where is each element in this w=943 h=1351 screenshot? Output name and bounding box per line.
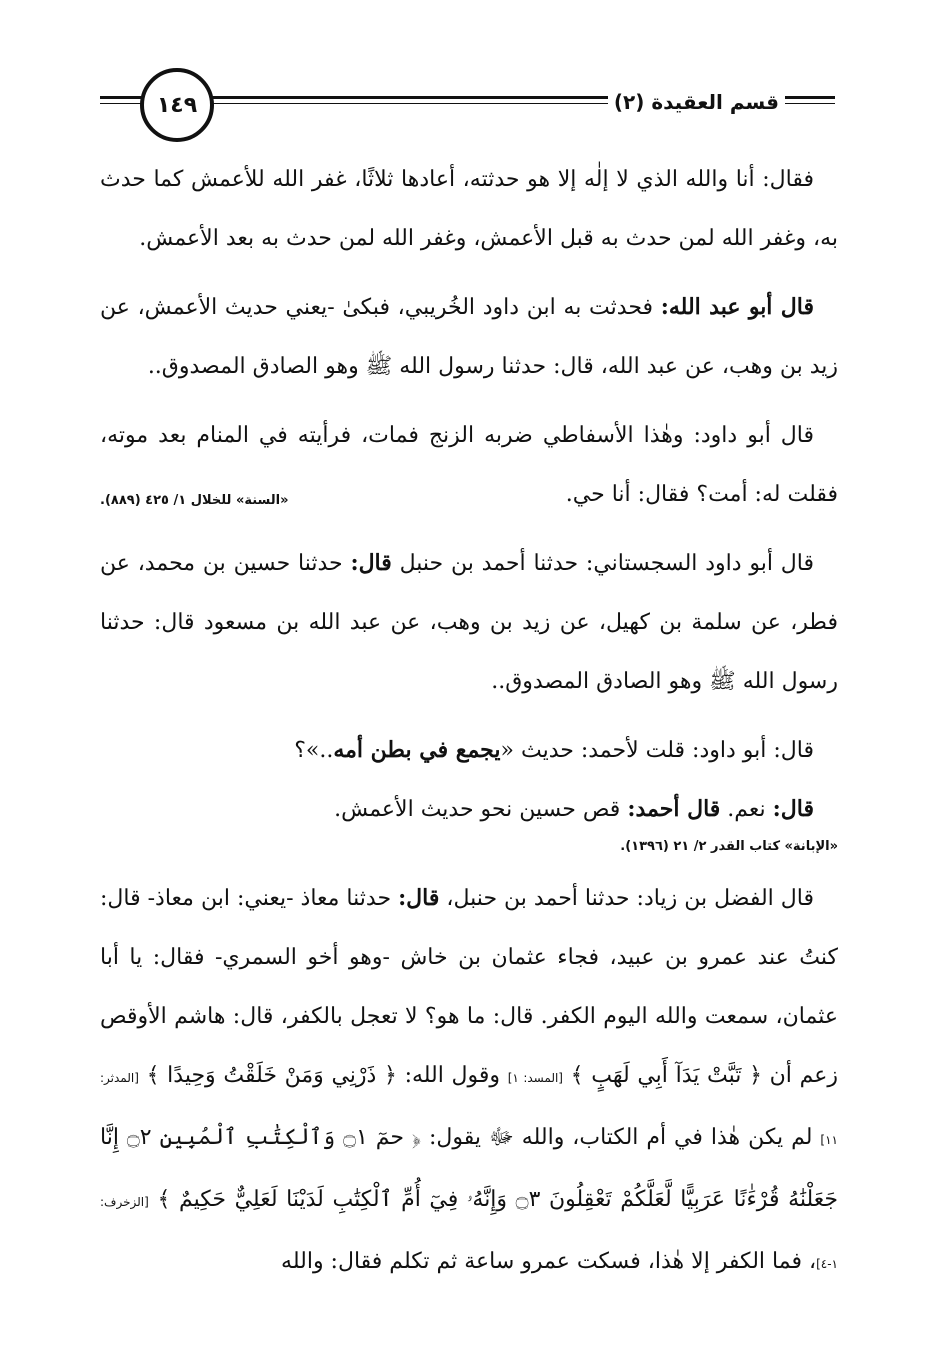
paragraph-text: نعم. [727,797,766,822]
page-number: ١٤٩ [140,68,214,142]
paragraph-text: قال: أبو داود: قلت لأحمد: حديث « [500,738,814,763]
paragraph-text: قال أبو داود السجستاني: حدثنا أحمد بن حنبل [399,551,814,576]
paragraph-text: فقال: أنا والله الذي لا إلٰه إلا هو حدثته، أعادها ثلاثًا، غفر الله للأعمش كما حدث به، وغفر الله لمن حدث به قبل الأعمش، وغفر الله لمن حدث به بعد الأعمش. [100,167,838,251]
paragraph-text: ..»؟ [294,738,334,763]
section-title: قسم العقيدة (٢) [608,90,785,114]
speaker-label: قال أحمد: [627,796,721,822]
paragraph-2 [100,278,838,396]
paragraph-text: قال الفضل بن زياد: حدثنا أحمد بن حنبل، [446,886,814,911]
quran-verse: ﴿ تَبَّتْ يَدَآ أَبِي لَهَبٍ ﴾ [570,1063,762,1088]
running-header [100,66,835,146]
speaker-label: قال: [772,796,814,822]
paragraph-text: لم يكن هٰذا في أم الكتاب، والله ﷻ يقول: [429,1125,813,1150]
verse-reference: [المسد: ١] [507,1071,563,1085]
verse-reference: [المدثر: ١١] [100,1071,838,1147]
paragraph-text: قص حسين نحو حديث الأعمش. [334,797,621,822]
paragraph-text: فحدثت به ابن داود الخُريبي، فبكىٰ -يعني حديث الأعمش، عن زيد بن وهب، عن عبد الله، قال: حدثنا رسول الله ﷺ وهو الصادق المصدوق.. [100,295,838,379]
quran-verse: ﴿ حمٓ ۝١ وَٱلْكِتَٰبِ ٱلْمُبِينِ ۝٢ إِنَّا جَعَلْنَٰهُ قُرْءَٰنًا عَرَبِيًّا لَّعَلَّكُمْ تَعْقِلُونَ ۝٣ وَإِنَّهُۥ فِيٓ أُمِّ ٱلْكِتَٰبِ لَدَيْنَا لَعَلِيٌّ حَكِيمٌ ﴾ [100,1125,839,1212]
quran-verse: ﴿ ذَرْنِي وَمَنْ خَلَقْتُ وَحِيدًا ﴾ [146,1063,397,1088]
paragraph-text: وقول الله: [404,1063,501,1088]
paragraph-1 [100,150,838,268]
source-citation: «السنة» للخلال ١/ ٤٢٥ (٨٨٩). [100,493,289,508]
paragraph-5 [100,721,838,780]
paragraph-text: حدثنا معاذ -يعني: ابن معاذ- قال: كنتُ عند عمرو بن عبيد، فجاء عثمان بن خاش -وهو أخو السمري- فقال: يا أبا عثمان، سمعت والله اليوم الكفر. قال: ما هو؟ لا تعجل بالكفر، قال: هاشم الأوقص زعم أن [100,886,838,1088]
paragraph-6 [100,780,838,839]
paragraph-7 [100,869,838,1294]
body-text [100,150,838,1304]
paragraph-text: ، فما الكفر إلا هٰذا، فسكت عمرو ساعة ثم تكلم فقال: والله [281,1249,817,1274]
hadith-title: يجمع في بطن أمه [333,737,501,763]
paragraph-text: حدثنا حسين بن محمد، عن فطر، عن سلمة بن كهيل، عن زيد بن وهب، عن عبد الله بن مسعود قال: حدثنا رسول الله ﷺ وهو الصادق المصدوق.. [100,551,838,694]
paragraph-text: قال أبو داود: وهٰذا الأسفاطي ضربه الزنج فمات، فرأيته في المنام بعد موته، فقلت له: أمت؟ فقال: أنا حي. [100,423,838,507]
speaker-label: قال: [350,550,392,576]
source-citation: «الإبانة» كتاب القدر ٢/ ٢١ (١٣٩٦). [620,839,838,854]
speaker-label: قال أبو عبد الله: [660,294,814,320]
paragraph-3 [100,406,838,524]
speaker-label: قال: [398,885,440,911]
verse-reference: [الزخرف: ١-٤] [100,1195,838,1271]
paragraph-4 [100,534,838,711]
